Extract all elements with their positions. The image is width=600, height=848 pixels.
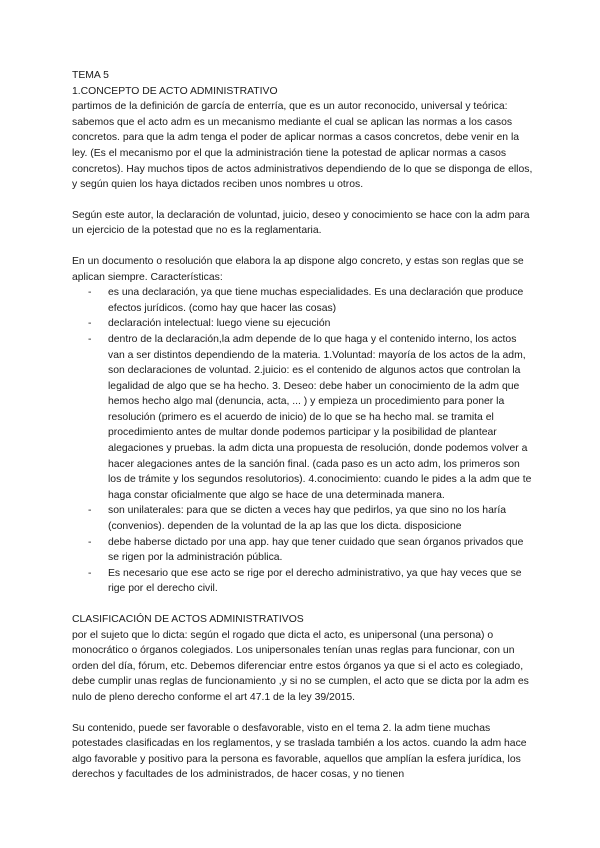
list-item: - dentro de la declaración,la adm depende de lo que haga y el contenido interno, los actos van a ser distintos dependiendo de la materia. 1.Voluntad: mayoría de los actos de la adm, son declaraciones de voluntad. 2.juicio: es el contenido de algunos actos que controlan la legalidad de algo que se ha hecho. 3. Deseo: debe haber un conocimiento de la adm que hemos hecho algo mal (denuncia, acta, ... ) y empieza un procedimiento para poner la resolución (primero es el acuerdo de inicio) de lo que se ha hecho mal. se tramita el procedimiento antes de multar donde podemos participar y la posibilidad de plantear alegaciones y pruebas. la adm dicta una propuesta de resolución, donde podemos volver a hacer alegaciones antes de la sanción final. (cada paso es un acto adm, los primeros son los de trámite y los segundos resolutorios). 4.conocimiento: cuando le pides a la adm que te haga constar oficialmente que algo se hace de una determinada manera. [72,332,534,504]
section-1-paragraph-1: partimos de la definición de garcía de enterría, que es un autor reconocido, universal y teórica: sabemos que el acto adm es un mecanismo mediante el cual se aplican las normas a los casos concretos. para que la adm tenga el poder de aplicar normas a casos concretos, debe venir en la ley. (Es el mecanismo por el que la administración tiene la potestad de aplicar normas a casos concretos). Hay muchos tipos de actos administrativos dependiendo de lo que se disponga de ellos, y según quien los haya dictados reciben unos nombres u otros. [72,101,533,191]
section-1-title: 1.CONCEPTO DE ACTO ADMINISTRATIVO [72,85,278,97]
paragraph-spacer [72,706,534,721]
section-2-title: CLASIFICACIÓN DE ACTOS ADMINISTRATIVOS [72,614,304,625]
section-1-paragraph-3: En un documento o resolución que elabora la ap dispone algo concreto, y estas son reglas que se aplican siempre. Características: [72,255,524,283]
document-body [72,68,534,783]
section-1-paragraph-2: Según este autor, la declaración de voluntad, juicio, deseo y conocimiento se hace con la adm para un ejercicio de la potestad que no es la reglamentaria. [72,209,530,237]
topic-heading: TEMA 5 [72,70,109,81]
section-2-paragraph-1: por el sujeto que lo dicta: según el rogado que dicta el acto, es unipersonal (una persona) o monocrático o órganos colegiados. Los unipersonales tenían unas reglas para funcionar, con un orden del día, fórum, etc. Debemos diferenciar entre estos órganos ya que si el acto es colegiado, debe cumplir unas reglas de funcionamiento ,y si no se cumplen, el acto que se dicta por la adm es nulo de pleno derecho conforme el art 47.1 de la ley 39/2015. [72,629,529,703]
list-item: - Es necesario que ese acto se rige por el derecho administrativo, ya que hay veces que se rige por el derecho civil. [72,566,534,597]
characteristics-list [72,285,534,597]
paragraph-spacer [72,193,534,208]
section-2-paragraph-2: Su contenido, puede ser favorable o desfavorable, visto en el tema 2. la adm tiene muchas potestades clasificadas en los reglamentos, y se traslada también a los actos. cuando la adm hace algo favorable y positivo para la persona es favorable, aquellos que amplían la esfera jurídica, los derechos y facultades de los administrados, de hacer cosas, y no tienen [72,722,527,781]
paragraph-spacer [72,239,534,254]
list-item: - declaración intelectual: luego viene su ejecución [72,316,534,332]
list-item: - debe haberse dictado por una app. hay que tener cuidado que sean órganos privados que se rigen por la administración pública. [72,535,534,566]
list-item: - son unilaterales: para que se dicten a veces hay que pedirlos, ya que sino no los haría (convenios). dependen de la voluntad de la ap las que los dicta. disposicione [72,503,534,534]
list-item: - es una declaración, ya que tiene muchas especialidades. Es una declaración que produce efectos jurídicos. (como hay que hacer las cosas) [72,285,534,316]
paragraph-spacer [72,597,534,612]
